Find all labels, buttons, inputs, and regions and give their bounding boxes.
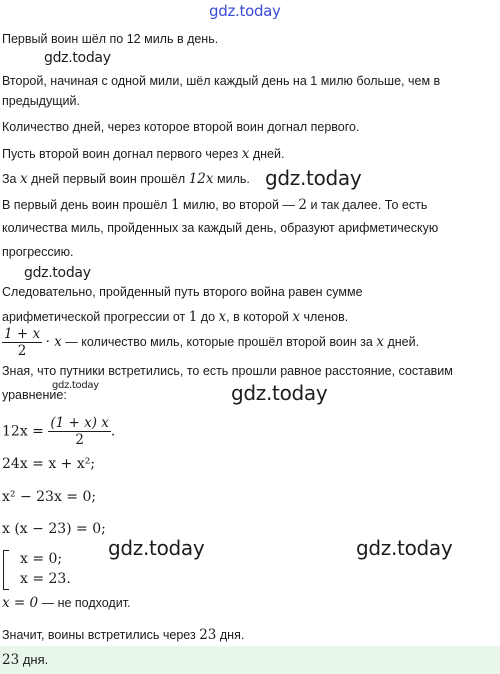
problem-line-1: Первый воин шёл по 12 миль в день. — [2, 32, 219, 46]
text: миль. — [217, 172, 250, 186]
problem-line-2: Второй, начиная с одной мили, шёл каждый день на 1 милю больше, чем в — [2, 74, 441, 88]
problem-line-3: предыдущий. — [2, 94, 80, 108]
text: Значит, воины встретились через — [2, 628, 196, 642]
text: — количество миль, которые прошёл второй воин за — [65, 334, 373, 349]
var-x: x — [241, 146, 250, 162]
text: дня. — [22, 652, 49, 667]
var-x: x — [292, 309, 301, 325]
answer-text — [2, 652, 48, 668]
num-1: 1 — [188, 309, 198, 325]
num-23: 23 — [199, 627, 217, 643]
text: дней. — [252, 147, 285, 161]
reject-line — [2, 595, 131, 611]
equation-3: x² − 23x = 0; — [2, 489, 97, 505]
assumption-line — [2, 146, 284, 162]
text: , в которой — [226, 310, 289, 324]
expr-x0: x = 0 — [2, 595, 39, 611]
watermark: gdz.today — [44, 50, 111, 66]
text: дней. — [387, 334, 420, 349]
fraction-denominator: 2 — [17, 343, 27, 359]
text: дней первый воин прошёл — [31, 172, 186, 186]
case-2: x = 23. — [20, 571, 71, 587]
equation-2: 24x = x + x²; — [2, 456, 96, 472]
watermark-top: gdz.today — [209, 2, 281, 20]
num-23: 23 — [2, 652, 20, 668]
watermark: gdz.today — [356, 536, 453, 560]
fraction-numerator: 1 + x — [4, 326, 41, 342]
text: Пусть второй воин догнал первого через — [2, 147, 239, 161]
num-1: 1 — [170, 197, 180, 213]
progression-line-1: количества миль, пройденных за каждый день, образуют арифметическую — [2, 221, 439, 235]
times-x: · x — [45, 333, 62, 350]
text: арифметической прогрессии от — [2, 310, 186, 324]
text: В первый день воин прошёл — [2, 198, 168, 212]
var-x: x — [20, 171, 28, 187]
text: За — [2, 172, 17, 186]
sum-fraction — [2, 326, 42, 359]
second-warrior-line — [2, 197, 427, 213]
text: до — [200, 310, 216, 324]
sum-formula-line — [2, 326, 419, 359]
expr-12x: 12x — [188, 171, 214, 187]
var-x: x — [376, 333, 384, 350]
watermark: gdz.today — [231, 381, 328, 405]
sum-line-1: Следовательно, пройденный путь второго война равен сумме — [2, 285, 363, 299]
eq1-fraction — [48, 415, 111, 448]
watermark: gdz.today — [108, 536, 205, 560]
progression-line-2: прогрессию. — [2, 245, 74, 259]
fraction-denominator: 2 — [75, 432, 84, 448]
conclusion-line — [2, 627, 244, 643]
var-x: x — [218, 309, 227, 325]
equation-intro-1: Зная, что путники встретились, то есть прошли равное расстояние, составим — [2, 364, 453, 378]
equation-intro-2: уравнение: — [2, 388, 67, 402]
text: членов. — [303, 310, 349, 324]
equation-1: 12x = $\frac{(1 + x) x}{2}$ . — [2, 415, 116, 448]
fraction-numerator: (1 + x) x — [50, 415, 109, 431]
equation-4: x (x − 23) = 0; — [2, 521, 106, 537]
case-1: x = 0; — [20, 551, 63, 567]
text: дня. — [219, 628, 245, 642]
system-bracket — [3, 550, 9, 590]
text: — не подходит. — [41, 596, 131, 610]
sum-line-2 — [2, 309, 348, 325]
first-warrior-line — [2, 171, 250, 187]
eq1-left: 12x = — [2, 423, 44, 440]
question-line: Количество дней, через которое второй воин догнал первого. — [2, 120, 360, 134]
watermark: gdz.today — [52, 380, 99, 391]
answer-box — [0, 646, 500, 674]
text: милю, во второй — — [183, 198, 295, 212]
num-2: 2 — [298, 197, 307, 213]
text: и так далее. То есть — [310, 198, 428, 212]
watermark: gdz.today — [265, 166, 362, 190]
watermark: gdz.today — [24, 265, 91, 281]
